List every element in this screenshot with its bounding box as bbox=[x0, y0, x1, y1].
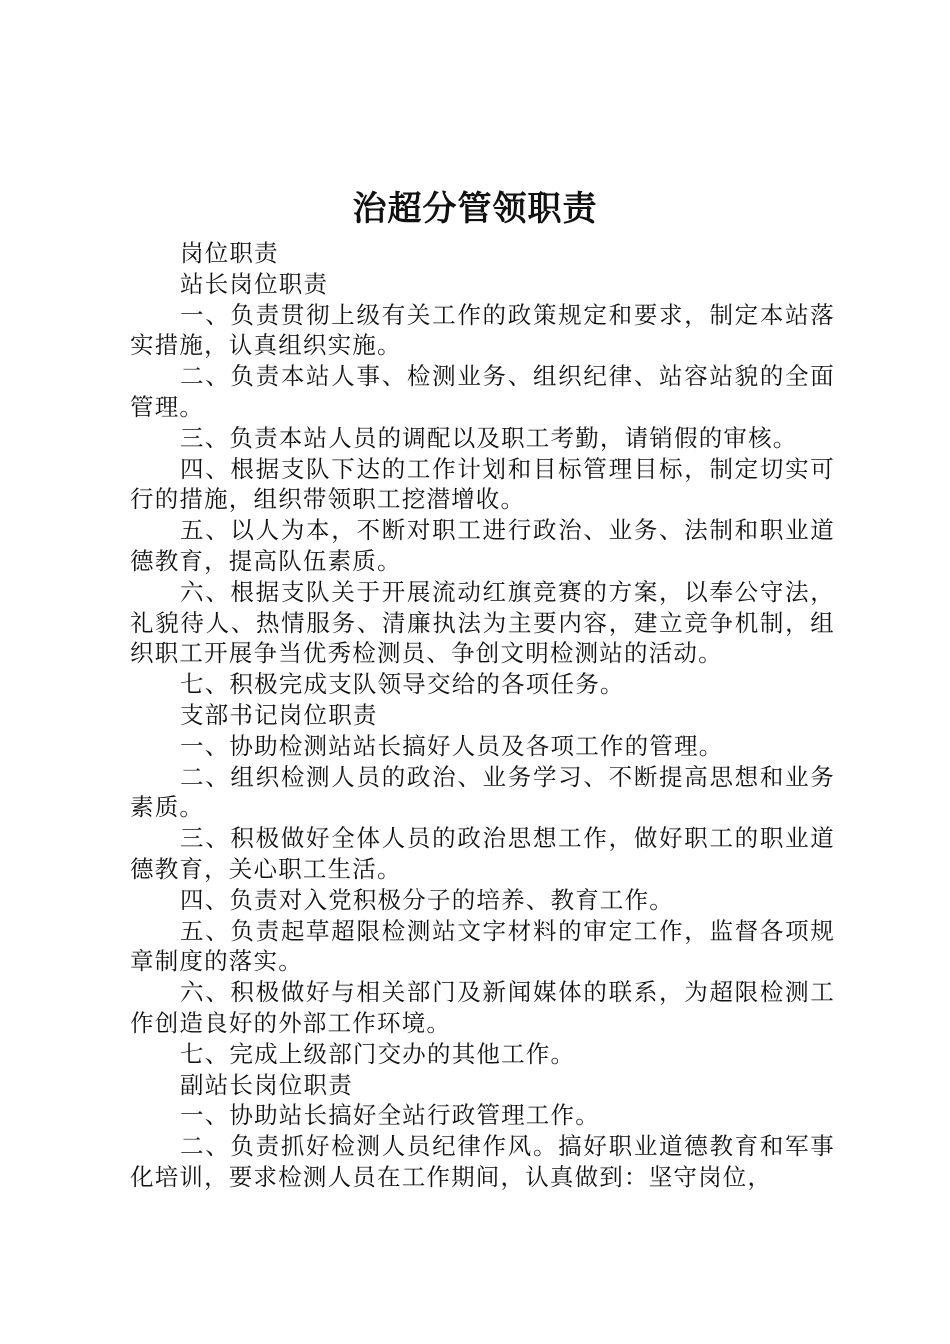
paragraph: 六、积极做好与相关部门及新闻媒体的联系，为超限检测工作创造良好的外部工作环境。 bbox=[130, 978, 835, 1037]
section-heading-station-chief: 站长岗位职责 bbox=[180, 269, 329, 298]
document-title: 治超分管领职责 bbox=[352, 189, 598, 229]
paragraph: 五、以人为本，不断对职工进行政治、业务、法制和职业道德教育，提高队伍素质。 bbox=[130, 516, 835, 575]
paragraph-heading: 岗位职责 bbox=[180, 239, 279, 267]
paragraph: 四、负责对入党积极分子的培养、教育工作。 bbox=[180, 885, 674, 914]
paragraph: 二、组织检测人员的政治、业务学习、不断提高思想和业务素质。 bbox=[130, 762, 835, 822]
paragraph: 六、根据支队关于开展流动红旗竞赛的方案，以奉公守法，礼貌待人、热情服务、清廉执法为主要内容，建立竞争机制，组织职工开展争当优秀检测员、争创文明检测站的活动。 bbox=[130, 577, 835, 668]
paragraph: 三、负责本站人员的调配以及职工考勤，请销假的审核。 bbox=[180, 423, 798, 452]
paragraph: 一、负责贯彻上级有关工作的政策规定和要求，制定本站落实措施，认真组织实施。 bbox=[130, 300, 835, 360]
paragraph: 五、负责起草超限检测站文字材料的审定工作，监督各项规章制度的落实。 bbox=[130, 916, 835, 976]
paragraph: 一、协助检测站站长搞好人员及各项工作的管理。 bbox=[180, 731, 724, 760]
paragraph: 二、负责抓好检测人员纪律作风。搞好职业道德教育和军事化培训，要求检测人员在工作期间，认真做到：坚守岗位， bbox=[130, 1132, 835, 1191]
paragraph: 四、根据支队下达的工作计划和目标管理目标，制定切实可行的措施，组织带领职工挖潜增收。 bbox=[130, 454, 835, 514]
section-heading-deputy-chief: 副站长岗位职责 bbox=[180, 1070, 353, 1099]
paragraph: 三、积极做好全体人员的政治思想工作，做好职工的职业道德教育，关心职工生活。 bbox=[130, 824, 835, 883]
paragraph: 七、完成上级部门交办的其他工作。 bbox=[180, 1039, 576, 1068]
document-body bbox=[130, 238, 835, 1193]
paragraph: 一、协助站长搞好全站行政管理工作。 bbox=[180, 1101, 600, 1130]
section-heading-party-secretary: 支部书记岗位职责 bbox=[180, 700, 378, 729]
paragraph: 二、负责本站人事、检测业务、组织纪律、站容站貌的全面管理。 bbox=[130, 362, 835, 421]
paragraph: 七、积极完成支队领导交给的各项任务。 bbox=[180, 670, 625, 699]
